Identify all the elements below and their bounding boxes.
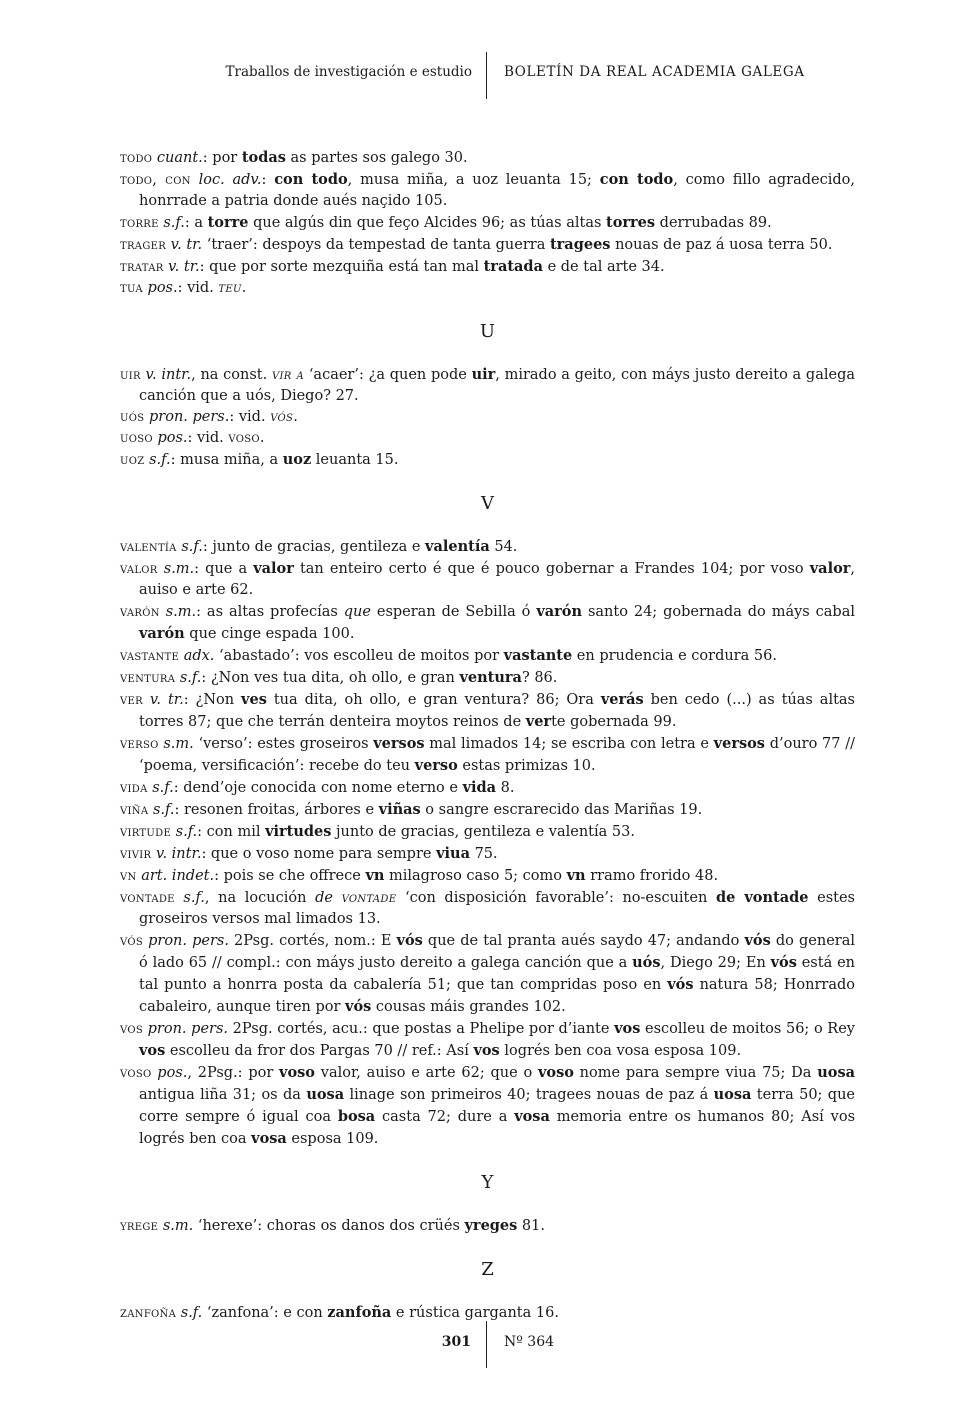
- entry-text-segment: vontade: [341, 890, 397, 906]
- entry-text-segment: escolleu de moitos 56; o Rey: [640, 1021, 860, 1037]
- glossary-entry: [120, 407, 855, 428]
- entry-text-segment: s.m.: [163, 561, 195, 577]
- entry-text-segment: zanfoña: [327, 1304, 392, 1321]
- entry-headword: uir: [120, 367, 141, 383]
- entry-text-segment: te gobernada 99.: [551, 714, 677, 730]
- entry-headword: virtude: [120, 824, 172, 840]
- issue-number: Nº 364: [504, 1334, 555, 1350]
- entry-text-segment: leuanta 15.: [311, 452, 399, 468]
- entry-text-segment: s.f.: [179, 670, 202, 686]
- entry-text-segment: vos: [473, 1042, 500, 1059]
- entry-text-segment: estes groseiros versos mal limados 13.: [139, 890, 860, 927]
- entry-text-segment: vós: [744, 932, 771, 949]
- entry-text-segment: varón: [536, 603, 583, 620]
- entry-text-segment: antigua liña 31; os da: [139, 1065, 860, 1103]
- entry-text-segment: milagroso caso 5; como: [384, 868, 567, 884]
- entry-text-segment: vós: [667, 976, 694, 993]
- entry-text-segment: .: [293, 409, 298, 425]
- entry-text-segment: memoria entre os humanos 80; Así vos logrés ben coa: [139, 1109, 860, 1147]
- entry-text-segment: : vid.: [187, 430, 229, 446]
- entry-text-segment: uós: [632, 954, 661, 971]
- entry-text-segment: valor: [253, 560, 294, 577]
- entry-text-segment: pos.: [157, 430, 188, 446]
- entry-text-segment: junto de gracias, gentileza e valentía 53.: [331, 824, 635, 840]
- entry-text-segment: s.f.: [175, 824, 198, 840]
- header-journal-title: BOLETÍN DA REAL ACADEMIA GALEGA: [504, 64, 805, 80]
- entry-headword: uoso: [120, 430, 153, 446]
- entry-text-segment: : junto de gracias, gentileza e: [202, 539, 426, 555]
- entry-text-segment: pos.: [147, 280, 178, 296]
- entry-text-segment: , como fillo agradecido, honrrade a patria donde aués naçido 105.: [139, 172, 860, 209]
- header-divider: [486, 52, 487, 99]
- entry-text-segment: vós: [345, 998, 372, 1015]
- glossary-entry: [120, 449, 855, 471]
- entry-text-segment: derrubadas 89.: [655, 215, 772, 231]
- entry-headword: uós: [120, 409, 145, 425]
- entry-text-segment: vos: [614, 1020, 641, 1037]
- entry-text-segment: viua: [436, 845, 470, 862]
- entry-text-segment: que cinge espada 100.: [184, 626, 355, 642]
- entry-text-segment: adx.: [183, 648, 215, 664]
- entry-text-segment: d’ouro 77 // ‘poema, versificación’: recebe do teu: [139, 736, 860, 774]
- entry-text-segment: .: [259, 430, 265, 446]
- entry-text-segment: : ¿Non ves tua dita, oh ollo, e gran: [201, 670, 460, 686]
- entry-text-segment: viñas: [378, 801, 421, 818]
- entry-text-segment: nouas de paz á uosa terra 50.: [610, 237, 833, 253]
- entry-text-segment: , auiso e arte 62.: [139, 561, 860, 598]
- glossary-entry: [120, 1062, 860, 1150]
- entry-text-segment: vós: [396, 932, 423, 949]
- glossary-entry: [120, 887, 860, 930]
- entry-text-segment: tan enteiro certo é que é pouco gobernar a Frandes 104; por voso: [293, 561, 810, 577]
- entry-text-segment: torres: [606, 214, 656, 231]
- glossary-entry: [120, 733, 860, 777]
- section-letter-heading: Y: [481, 1172, 494, 1193]
- entry-text-segment: [191, 172, 199, 188]
- entry-text-segment: v. intr.: [155, 846, 202, 862]
- entry-text-segment: ‘con disposición favorable’: no-escuiten: [396, 890, 716, 906]
- entry-headword: todo: [120, 150, 153, 166]
- entry-text-segment: en prudencia e cordura 56.: [572, 648, 777, 664]
- section-letter-heading: U: [479, 321, 496, 342]
- entry-text-segment: virtudes: [265, 823, 332, 840]
- entry-text-segment: s.f.: [181, 539, 203, 555]
- glossary-entry: [120, 536, 855, 558]
- entry-text-segment: tua dita, oh ollo, e gran ventura? 86; Ora: [266, 692, 601, 708]
- entry-text-segment: natura 58; Honrrado cabaleiro, aunque tiren por: [139, 977, 860, 1015]
- glossary-entry: [120, 821, 855, 843]
- entry-text-segment: ‘acaer’: ¿a quen pode: [304, 367, 472, 383]
- entry-headword: ventura: [120, 670, 176, 686]
- entry-text-segment: rramo frorido 48.: [585, 868, 719, 884]
- entry-text-segment: v. tr.: [170, 237, 203, 253]
- entry-text-segment: ver: [525, 713, 552, 730]
- running-header: [0, 52, 975, 100]
- entry-text-segment: verás: [600, 691, 644, 708]
- entry-text-segment: ‘herexe’: choras os danos dos crüés: [193, 1218, 465, 1234]
- entry-headword: vastante: [120, 648, 180, 664]
- entry-text-segment: mal limados 14; se escriba con letra e: [424, 736, 714, 752]
- entry-headword: torre: [120, 215, 159, 231]
- entry-text-segment: [143, 692, 150, 708]
- glossary-entry: [120, 667, 855, 689]
- entry-headword: vivir: [120, 846, 152, 862]
- entry-text-segment: estas primizas 10.: [457, 758, 596, 774]
- entry-headword: valor: [120, 561, 158, 577]
- entry-text-segment: : dend’oje conocida con nome eterno e: [173, 780, 463, 796]
- entry-text-segment: s.m.: [165, 604, 197, 620]
- page-number: 301: [441, 1334, 471, 1350]
- entry-headword: trager: [120, 237, 167, 253]
- entry-headword: vida: [120, 780, 148, 796]
- entry-text-segment: s.f.: [149, 452, 171, 468]
- entry-text-segment: v. tr.: [149, 692, 184, 708]
- entry-text-segment: s.f.: [152, 780, 174, 796]
- entry-headword: uoz: [120, 452, 145, 468]
- entry-text-segment: , na locución: [204, 890, 316, 906]
- entry-text-segment: as partes sos galego 30.: [285, 150, 468, 166]
- entry-text-segment: s.f.: [163, 215, 185, 231]
- entry-text-segment: tratada: [483, 258, 543, 275]
- entry-text-segment: vir a: [271, 367, 305, 383]
- entry-text-segment: de vontade: [715, 889, 809, 906]
- entry-headword: varón: [120, 604, 160, 620]
- entry-text-segment: uosa: [817, 1064, 856, 1081]
- glossary-entry: [120, 256, 855, 278]
- entry-text-segment: valor, auiso e arte 62; que o: [314, 1065, 538, 1081]
- entry-text-segment: logrés ben coa vosa esposa 109.: [499, 1043, 742, 1059]
- entry-text-segment: , Diego 29; En: [660, 955, 771, 971]
- entry-text-segment: s.f.: [152, 802, 175, 818]
- entry-text-segment: : pois se che offrece: [214, 868, 366, 884]
- entry-text-segment: versos: [713, 735, 765, 752]
- entry-text-segment: uosa: [306, 1086, 345, 1103]
- entry-text-segment: o sangre escrarecido das Mariñas 19.: [420, 802, 703, 818]
- entry-text-segment: con todo: [274, 171, 348, 188]
- entry-text-segment: , na const.: [191, 367, 272, 383]
- entry-text-segment: ves: [241, 691, 267, 708]
- entry-text-segment: uir: [471, 366, 496, 383]
- entry-text-segment: pron. pers.: [149, 409, 230, 425]
- entry-text-segment: , musa miña, a uoz leuanta 15;: [347, 172, 600, 188]
- entry-text-segment: vos: [139, 1042, 166, 1059]
- entry-text-segment: 2Psg. cortés, acu.: que postas a Phelipe por d’iante: [228, 1021, 615, 1037]
- entry-text-segment: loc. adv.: [198, 172, 262, 188]
- entry-headword: vontade: [120, 890, 175, 906]
- header-section-title: Traballos de investigación e estudio: [225, 64, 472, 80]
- glossary-entry: [120, 558, 860, 601]
- entry-text-segment: ‘traer’: despoys da tempestad de tanta guerra: [202, 237, 550, 253]
- entry-text-segment: v. intr.: [145, 367, 192, 383]
- entry-text-segment: santo 24; gobernada do máys cabal: [582, 604, 860, 620]
- entry-text-segment: s.f.: [183, 890, 205, 906]
- glossary-entry: [120, 364, 860, 407]
- entry-text-segment: pron. pers.: [148, 933, 229, 949]
- entry-text-segment: versos: [373, 735, 425, 752]
- entry-text-segment: pos.: [157, 1065, 188, 1081]
- entry-text-segment: ventura: [459, 669, 522, 686]
- entry-headword: viña: [120, 802, 149, 818]
- entry-text-segment: :: [261, 172, 275, 188]
- entry-text-segment: voso: [279, 1064, 315, 1081]
- footer-divider: [486, 1321, 487, 1368]
- entry-text-segment: que algús din que feço Alcides 96; as túas altas: [248, 215, 607, 231]
- entry-text-segment: verso: [414, 757, 458, 774]
- entry-text-segment: escolleu da fror dos Pargas 70 // ref.: Así: [165, 1043, 474, 1059]
- entry-headword: vos: [120, 1021, 143, 1037]
- entry-text-segment: 75.: [469, 846, 498, 862]
- entry-text-segment: bosa: [337, 1108, 376, 1125]
- entry-text-segment: e rústica garganta 16.: [391, 1305, 559, 1321]
- entry-text-segment: : que por sorte mezquiña está tan mal: [199, 259, 484, 275]
- entry-headword: tratar: [120, 259, 164, 275]
- entry-text-segment: , 2Psg.: por: [187, 1065, 280, 1081]
- entry-text-segment: ? 86.: [521, 670, 558, 686]
- entry-text-segment: e de tal arte 34.: [542, 259, 665, 275]
- entry-text-segment: s.f.: [180, 1305, 203, 1321]
- entry-text-segment: linage son primeiros 40; tragees nouas de paz á: [344, 1087, 714, 1103]
- entry-text-segment: : con mil: [197, 824, 266, 840]
- entry-text-segment: s.m.: [163, 736, 194, 752]
- page-footer: [0, 1321, 975, 1369]
- glossary-entry: [120, 930, 860, 1018]
- entry-headword: tua: [120, 280, 143, 296]
- entry-text-segment: vida: [462, 779, 497, 796]
- entry-text-segment: : vid.: [177, 280, 219, 296]
- glossary-entry: [120, 689, 860, 733]
- entry-text-segment: cousas máis grandes 102.: [371, 999, 566, 1015]
- glossary-entry: [120, 1215, 855, 1237]
- entry-text-segment: de: [315, 890, 342, 906]
- entry-text-segment: 54.: [489, 539, 518, 555]
- entry-text-segment: , mirado a geito, con máys justo dereito a galega canción que a uós, Diego? 27.: [139, 367, 860, 404]
- entry-text-segment: : musa miña, a: [170, 452, 283, 468]
- glossary-entry: [120, 147, 855, 169]
- glossary-entry: [120, 777, 855, 799]
- entry-text-segment: pron. pers.: [147, 1021, 229, 1037]
- entry-text-segment: está en tal punto a honrra posta da cabalería 51; que tan compridas poso en: [139, 955, 860, 993]
- entry-text-segment: valor: [809, 560, 851, 577]
- entry-text-segment: teu: [218, 280, 242, 296]
- entry-text-segment: varón: [139, 625, 185, 642]
- glossary-entry: [120, 278, 855, 299]
- entry-text-segment: ‘abastado’: vos escolleu de moitos por: [214, 648, 504, 664]
- entry-text-segment: : ¿Non: [183, 692, 242, 708]
- entry-text-segment: vós: [270, 409, 294, 425]
- entry-text-segment: voso: [537, 1064, 574, 1081]
- entry-text-segment: que de tal pranta aués saydo 47; andando: [422, 933, 745, 949]
- entry-text-segment: valentía: [425, 538, 490, 555]
- entry-text-segment: do general ó lado 65 // compl.: con máys justo dereito a galega canción que a: [139, 933, 860, 971]
- entry-text-segment: torre: [207, 214, 249, 231]
- entry-text-segment: vn: [365, 867, 385, 884]
- entry-text-segment: terra 50; que corre sempre ó igual coa: [139, 1087, 860, 1125]
- entry-headword: yrege: [120, 1218, 159, 1234]
- entry-text-segment: cuant.: [156, 150, 203, 166]
- entry-text-segment: : por: [202, 150, 242, 166]
- glossary-entry: [120, 601, 860, 645]
- entry-text-segment: que: [343, 604, 371, 620]
- entry-text-segment: vn: [566, 867, 586, 884]
- glossary-entry: [120, 865, 855, 887]
- entry-text-segment: : que a: [194, 561, 254, 577]
- entry-text-segment: vosa: [251, 1130, 287, 1147]
- entry-text-segment: con todo: [599, 171, 674, 188]
- entry-text-segment: uosa: [713, 1086, 752, 1103]
- entry-text-segment: casta 72; dure a: [375, 1109, 515, 1125]
- entry-text-segment: uoz: [282, 451, 312, 468]
- glossary-entry: [120, 428, 855, 449]
- entry-text-segment: s.m.: [162, 1218, 194, 1234]
- entry-text-segment: 8.: [496, 780, 515, 796]
- section-letter-heading: V: [481, 493, 494, 514]
- glossary-entry: [120, 212, 855, 234]
- glossary-entry: [120, 1018, 860, 1062]
- entry-text-segment: : que o voso nome para sempre: [201, 846, 437, 862]
- entry-text-segment: 81.: [517, 1218, 545, 1234]
- entry-headword: voso: [120, 1065, 152, 1081]
- glossary-entry: [120, 799, 855, 821]
- entry-headword: vós: [120, 933, 143, 949]
- entry-text-segment: nome para sempre viua 75; Da: [573, 1065, 818, 1081]
- entry-headword: ver: [120, 692, 143, 708]
- entry-text-segment: ben cedo (...) as túas altas torres 87; que che terrán denteira moytos reinos de: [139, 692, 860, 730]
- entry-text-segment: .: [241, 280, 247, 296]
- glossary-entry: [120, 169, 860, 212]
- entry-text-segment: esperan de Sebilla ó: [370, 604, 537, 620]
- entry-headword: valentía: [120, 539, 177, 555]
- entry-text-segment: esposa 109.: [286, 1131, 379, 1147]
- glossary-body: [120, 147, 860, 1324]
- entry-headword: todo, con: [120, 172, 191, 188]
- entry-text-segment: vós: [770, 954, 797, 971]
- entry-text-segment: v. tr.: [168, 259, 200, 275]
- entry-text-segment: : a: [184, 215, 208, 231]
- entry-text-segment: ‘zanfona’: e con: [202, 1305, 328, 1321]
- entry-text-segment: 2Psg. cortés, nom.: E: [228, 933, 397, 949]
- entry-text-segment: ‘verso’: estes groseiros: [193, 736, 374, 752]
- glossary-entry: [120, 843, 855, 865]
- entry-text-segment: : vid.: [229, 409, 271, 425]
- entry-text-segment: art. indet.: [141, 868, 215, 884]
- glossary-entry: [120, 234, 855, 256]
- glossary-entry: [120, 645, 855, 667]
- section-letter-heading: Z: [481, 1259, 494, 1280]
- entry-headword: vn: [120, 868, 137, 884]
- entry-text-segment: vastante: [503, 647, 573, 664]
- entry-headword: zanfoña: [120, 1305, 177, 1321]
- entry-text-segment: voso: [228, 430, 260, 446]
- entry-text-segment: : as altas profecías: [196, 604, 344, 620]
- entry-headword: verso: [120, 736, 159, 752]
- entry-text-segment: tragees: [549, 236, 611, 253]
- entry-text-segment: vosa: [514, 1108, 550, 1125]
- entry-text-segment: yreges: [464, 1217, 518, 1234]
- entry-text-segment: : resonen froitas, árbores e: [174, 802, 379, 818]
- entry-text-segment: todas: [241, 149, 286, 166]
